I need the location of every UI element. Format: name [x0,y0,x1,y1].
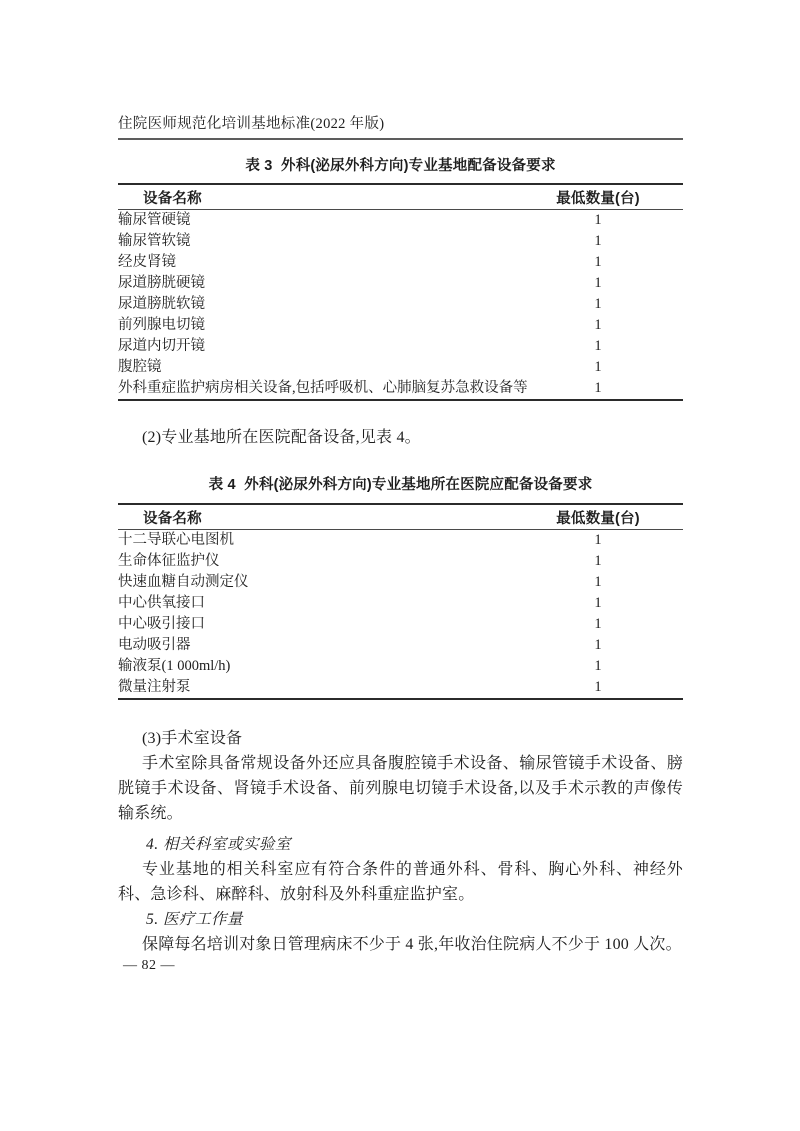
table-row [118,530,683,552]
quantity-cell: 1 [594,233,602,249]
device-name-cell: 尿道膀胱软镜 [118,296,205,312]
device-name-cell: 输尿管软镜 [118,233,191,249]
section-heading-related-departments: 4. 相关科室或实验室 [146,836,292,853]
table-row [118,677,683,699]
table-row [118,635,683,656]
table3-header-row [118,184,683,210]
device-name-cell: 中心供氧接口 [118,595,205,611]
device-name-cell: 输液泵(1 000ml/h) [118,658,231,674]
column-header-device-name: 设备名称 [143,510,202,527]
table-row [118,551,683,572]
device-name-cell: 电动吸引器 [118,637,191,653]
table-row [118,572,683,593]
device-name-cell: 经皮肾镜 [118,254,176,270]
table3-equipment-requirements [118,183,683,401]
quantity-cell: 1 [594,380,602,396]
table-row [118,273,683,294]
table-row [118,357,683,378]
table-row [118,252,683,273]
quantity-cell: 1 [594,359,602,375]
paragraph-operating-room-equipment-body: 手术室除具备常规设备外还应具备腹腔镜手术设备、输尿管镜手术设备、膀胱镜手术设备、肾镜手术设备、前列腺电切镜手术设备,以及手术示教的声像传输系统。 [118,755,683,822]
table-row [118,593,683,614]
quantity-cell: 1 [594,275,602,291]
device-name-cell: 腹腔镜 [118,359,162,375]
quantity-cell: 1 [594,595,602,611]
table-row [118,614,683,635]
table4-header-row [118,504,683,530]
device-name-cell: 微量注射泵 [118,679,191,695]
device-name-cell: 外科重症监护病房相关设备,包括呼吸机、心肺脑复苏急救设备等 [118,380,528,396]
quantity-cell: 1 [594,532,602,548]
table3-caption: 表 3 外科(泌尿外科方向)专业基地配备设备要求 [245,158,556,174]
paragraph-hospital-equipment-intro: (2)专业基地所在医院配备设备,见表 4。 [142,429,421,446]
column-header-device-name: 设备名称 [143,190,202,207]
quantity-cell: 1 [594,212,602,228]
device-name-cell: 中心吸引接口 [118,616,205,632]
quantity-cell: 1 [594,296,602,312]
device-name-cell: 输尿管硬镜 [118,212,191,228]
quantity-cell: 1 [594,637,602,653]
quantity-cell: 1 [594,254,602,270]
quantity-cell: 1 [594,679,602,695]
device-name-cell: 生命体征监护仪 [118,553,220,569]
device-name-cell: 尿道内切开镜 [118,338,205,354]
running-head: 住院医师规范化培训基地标准(2022 年版) [118,115,683,140]
quantity-cell: 1 [594,553,602,569]
table-row [118,336,683,357]
page-number: — 82 — [123,958,175,973]
device-name-cell: 十二导联心电图机 [118,532,234,548]
table4-hospital-equipment-requirements [118,503,683,700]
section-heading-medical-workload: 5. 医疗工作量 [146,911,244,928]
device-name-cell: 尿道膀胱硬镜 [118,275,205,291]
table-row [118,210,683,232]
paragraph-medical-workload-body: 保障每名培训对象日管理病床不少于 4 张,年收治住院病人不少于 100 人次。 [142,936,682,953]
table4-caption: 表 4 外科(泌尿外科方向)专业基地所在医院应配备设备要求 [208,477,593,493]
table-row [118,294,683,315]
quantity-cell: 1 [594,338,602,354]
column-header-min-quantity: 最低数量(台) [556,190,640,207]
column-header-min-quantity: 最低数量(台) [556,510,640,527]
table-row [118,656,683,677]
quantity-cell: 1 [594,317,602,333]
table-row [118,378,683,400]
device-name-cell: 快速血糖自动测定仪 [118,574,249,590]
table-row [118,315,683,336]
quantity-cell: 1 [594,574,602,590]
table-row [118,231,683,252]
quantity-cell: 1 [594,658,602,674]
device-name-cell: 前列腺电切镜 [118,317,205,333]
paragraph-related-departments-body: 专业基地的相关科室应有符合条件的普通外科、骨科、胸心外科、神经外科、急诊科、麻醉科、放射科及外科重症监护室。 [118,861,683,903]
quantity-cell: 1 [594,616,602,632]
paragraph-operating-room-equipment-title: (3)手术室设备 [142,730,243,747]
